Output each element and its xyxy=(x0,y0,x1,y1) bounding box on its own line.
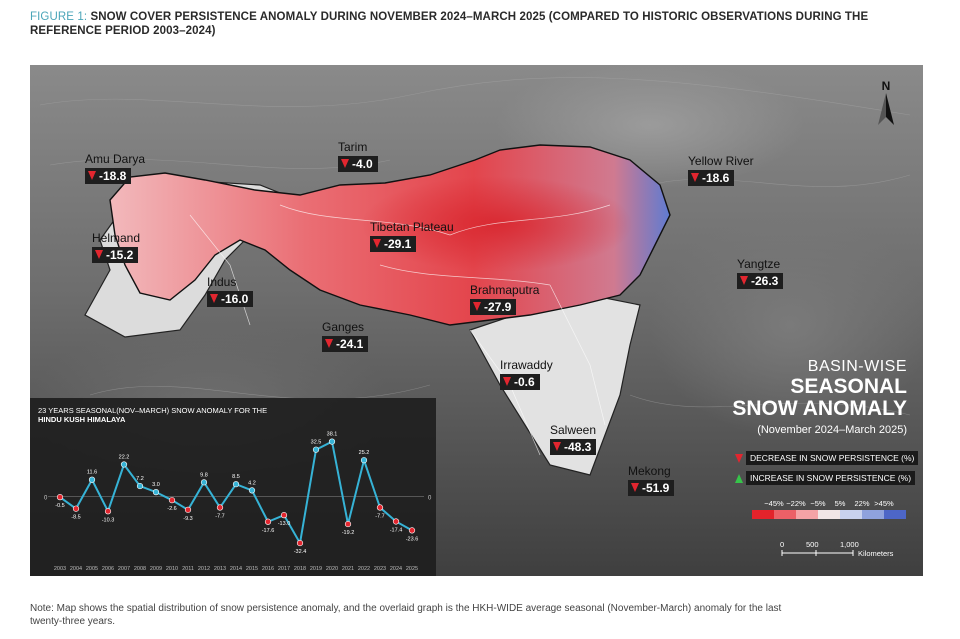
colorbar-label: −45% xyxy=(764,499,784,508)
north-label: N xyxy=(881,79,891,93)
basin-amu-darya xyxy=(85,152,145,184)
data-label-2021: -19.2 xyxy=(341,530,355,537)
basin-value: -29.1 xyxy=(370,236,416,252)
data-label-2012: 9.8 xyxy=(200,472,208,479)
data-point-2019 xyxy=(313,447,319,453)
x-tick-2018: 2018 xyxy=(293,566,307,572)
data-label-2004: -8.5 xyxy=(71,514,81,521)
anomaly-chart-inset xyxy=(30,398,436,576)
legend-decrease-label: DECREASE IN SNOW PERSISTENCE (%) xyxy=(746,451,918,465)
data-point-2021 xyxy=(345,521,351,527)
basin-brahmaputra xyxy=(470,283,539,315)
x-tick-2025: 2025 xyxy=(405,566,419,572)
x-tick-2015: 2015 xyxy=(245,566,259,572)
map-title-line3: SNOW ANOMALY xyxy=(732,397,907,420)
data-label-2022: 25.2 xyxy=(358,450,370,457)
x-tick-2003: 2003 xyxy=(53,566,67,572)
scale-unit: Kilometers xyxy=(858,549,894,558)
basin-name: Amu Darya xyxy=(85,152,146,166)
basin-name: Irrawaddy xyxy=(500,358,553,372)
x-tick-2016: 2016 xyxy=(261,566,275,572)
data-point-2009 xyxy=(153,489,159,495)
map-title xyxy=(732,358,907,436)
map-title-line1: BASIN-WISE xyxy=(807,358,907,375)
legend xyxy=(735,451,918,491)
chart-title-text: 23 YEARS SEASONAL(NOV–MARCH) SNOW ANOMALY FOR THE xyxy=(38,406,268,415)
basin-value: -16.0 xyxy=(207,291,253,307)
data-label-2020: 38.1 xyxy=(326,431,338,438)
x-tick-2020: 2020 xyxy=(325,566,339,572)
scale-bar-graphic xyxy=(778,539,898,563)
data-label-2014: 8.5 xyxy=(232,474,240,481)
basin-yangtze xyxy=(737,257,783,289)
colorbar-label: 22% xyxy=(854,499,870,508)
colorbar-swatch xyxy=(774,510,796,519)
basin-indus xyxy=(207,275,253,307)
colorbar-swatch xyxy=(752,510,774,519)
basin-name: Indus xyxy=(207,275,237,289)
x-tick-2006: 2006 xyxy=(101,566,115,572)
colorbar-swatch xyxy=(884,510,906,519)
data-label-2024: -17.4 xyxy=(389,527,403,534)
x-tick-2024: 2024 xyxy=(389,566,403,572)
basin-name: Yellow River xyxy=(688,154,754,168)
figure-label: FIGURE 1: xyxy=(30,11,88,23)
colorbar-swatch xyxy=(840,510,862,519)
data-point-2013 xyxy=(217,505,223,511)
anomaly-series-line xyxy=(60,439,412,543)
down-arrow-icon xyxy=(735,454,743,463)
data-label-2013: -7.7 xyxy=(215,513,225,520)
data-label-2023: -7.7 xyxy=(375,513,385,520)
basin-value: -26.3 xyxy=(737,273,783,289)
scale-tick-500: 500 xyxy=(806,540,819,549)
colorbar-label: >45% xyxy=(874,499,894,508)
basin-name: Helmand xyxy=(92,231,141,245)
basin-value: -18.6 xyxy=(688,170,734,186)
x-tick-2021: 2021 xyxy=(341,566,355,572)
data-point-2014 xyxy=(233,481,239,487)
x-tick-2009: 2009 xyxy=(149,566,163,572)
scale-tick-1000: 1,000 xyxy=(840,540,859,549)
data-label-2011: -9.3 xyxy=(183,515,193,522)
x-tick-2014: 2014 xyxy=(229,566,243,572)
figure-note: Note: Map shows the spatial distribution of snow persistence anomaly, and the overlaid graph is the HKH-WIDE average seasonal (November-March) anomaly for the last twenty-three years. xyxy=(30,603,782,627)
data-point-2003 xyxy=(57,494,63,500)
data-label-2025: -23.6 xyxy=(405,536,419,543)
basin-mekong xyxy=(628,464,674,496)
colorbar xyxy=(752,499,906,519)
data-label-2017: -13.0 xyxy=(277,521,291,528)
basin-name: Tibetan Plateau xyxy=(370,220,454,234)
data-point-2008 xyxy=(137,483,143,489)
x-tick-2005: 2005 xyxy=(85,566,99,572)
data-label-2016: -17.6 xyxy=(261,527,275,534)
data-point-2022 xyxy=(361,457,367,463)
basin-value: -27.9 xyxy=(470,299,516,315)
data-label-2005: 11.6 xyxy=(86,469,98,476)
data-point-2005 xyxy=(89,477,95,483)
data-point-2010 xyxy=(169,497,175,503)
chart-title-bold: HINDU KUSH HIMALAYA xyxy=(38,415,126,424)
colorbar-swatch xyxy=(862,510,884,519)
basin-name: Tarim xyxy=(338,140,368,154)
basin-value: -24.1 xyxy=(322,336,368,352)
colorbar-label: −22% xyxy=(786,499,806,508)
x-tick-2019: 2019 xyxy=(309,566,323,572)
x-tick-2023: 2023 xyxy=(373,566,387,572)
map-title-period: (November 2024–March 2025) xyxy=(757,424,907,436)
x-tick-2004: 2004 xyxy=(69,566,83,572)
basin-name: Salween xyxy=(550,423,597,437)
basin-irrawaddy xyxy=(500,358,553,390)
basin-value: -15.2 xyxy=(92,247,138,263)
data-point-2016 xyxy=(265,519,271,525)
data-label-2010: -2.6 xyxy=(167,506,177,513)
data-point-2011 xyxy=(185,507,191,513)
data-point-2025 xyxy=(409,528,415,534)
up-arrow-icon xyxy=(735,474,743,483)
data-point-2007 xyxy=(121,462,127,468)
data-label-2018: -32.4 xyxy=(293,549,307,556)
data-label-2008: 7.2 xyxy=(136,476,144,483)
basin-value: -51.9 xyxy=(628,480,674,496)
x-tick-2007: 2007 xyxy=(117,566,131,572)
data-label-2006: -10.3 xyxy=(101,517,115,524)
data-label-2003: -0.5 xyxy=(55,503,65,510)
colorbar-label-spacer xyxy=(752,499,763,508)
data-point-2017 xyxy=(281,512,287,518)
data-point-2006 xyxy=(105,508,111,514)
data-label-2007: 22.2 xyxy=(118,454,130,461)
colorbar-labels xyxy=(752,499,906,508)
basin-salween xyxy=(550,423,596,455)
map-title-line2: SEASONAL xyxy=(790,375,907,398)
basin-yellow-river xyxy=(688,154,754,186)
scale-bar xyxy=(778,539,898,565)
basin-ganges xyxy=(322,320,368,352)
data-label-2009: 3.0 xyxy=(152,482,160,489)
legend-increase-label: INCREASE IN SNOW PERSISTENCE (%) xyxy=(746,471,915,485)
scale-tick-0: 0 xyxy=(780,540,785,549)
colorbar-swatches xyxy=(752,510,906,519)
colorbar-swatch xyxy=(818,510,840,519)
x-tick-2011: 2011 xyxy=(182,566,194,572)
data-point-2023 xyxy=(377,505,383,511)
basin-name: Ganges xyxy=(322,320,365,334)
data-point-2012 xyxy=(201,480,207,486)
figure-title xyxy=(30,10,930,38)
basin-tarim xyxy=(338,140,378,172)
basin-value: -0.6 xyxy=(500,374,540,390)
map-panel xyxy=(30,65,923,576)
x-tick-2012: 2012 xyxy=(197,566,211,572)
basin-name: Mekong xyxy=(628,464,671,478)
x-tick-2008: 2008 xyxy=(133,566,147,572)
basin-value: -48.3 xyxy=(550,439,596,455)
legend-decrease xyxy=(735,451,918,465)
basin-name: Brahmaputra xyxy=(470,283,540,297)
basin-value: -4.0 xyxy=(338,156,378,172)
north-arrow xyxy=(871,79,901,132)
data-point-2015 xyxy=(249,488,255,494)
data-label-2019: 32.5 xyxy=(310,439,322,446)
colorbar-label: −5% xyxy=(810,499,826,508)
data-label-2015: 4.2 xyxy=(248,480,256,487)
data-point-2018 xyxy=(297,540,303,546)
x-tick-2022: 2022 xyxy=(357,566,371,572)
x-tick-2013: 2013 xyxy=(213,566,227,572)
colorbar-label: 5% xyxy=(834,499,846,508)
colorbar-swatch xyxy=(796,510,818,519)
data-point-2020 xyxy=(329,439,335,445)
north-arrow-icon xyxy=(876,93,896,127)
figure-title-text: SNOW COVER PERSISTENCE ANOMALY DURING NOVEMBER 2024–MARCH 2025 (COMPARED TO HISTORIC OBSERVATIONS DURING THE REFERENCE PERIOD 2003–2024) xyxy=(30,11,869,37)
basin-value: -18.8 xyxy=(85,168,131,184)
anomaly-line-chart xyxy=(30,398,436,576)
x-tick-2017: 2017 xyxy=(277,566,291,572)
legend-increase xyxy=(735,471,918,485)
x-tick-2010: 2010 xyxy=(165,566,179,572)
zero-label-right: 0 xyxy=(428,495,432,502)
basin-tibetan-plateau xyxy=(370,220,454,252)
snow-anomaly-hotspot xyxy=(310,170,650,290)
basin-helmand xyxy=(92,231,140,263)
basin-name: Yangtze xyxy=(737,257,781,271)
zero-label-left: 0 xyxy=(44,495,48,502)
data-point-2024 xyxy=(393,519,399,525)
data-point-2004 xyxy=(73,506,79,512)
